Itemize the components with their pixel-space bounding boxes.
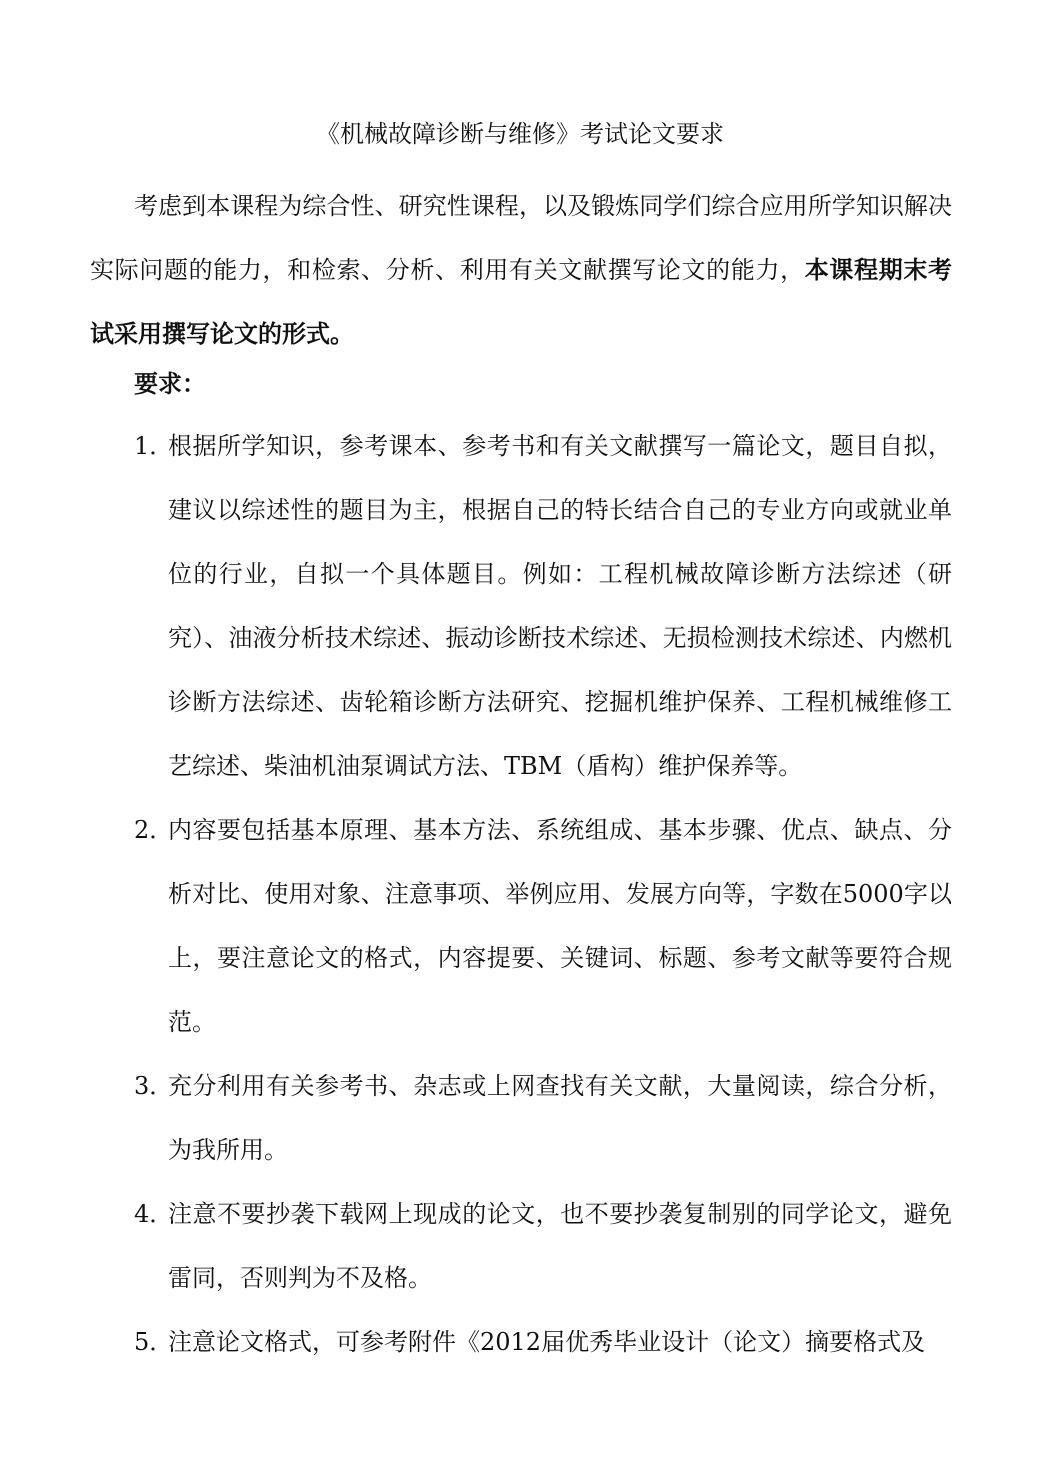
list-item	[134, 798, 952, 1054]
intro-bold-text: 本课程期末考试采用撰写论文的形式。	[90, 255, 953, 348]
list-item	[134, 1182, 952, 1310]
intro-text: 考虑到本课程为综合性、研究性课程，以及锻炼同学们综合应用所学知识解决实际问题的能力，和检索、分析、利用有关文献撰写论文的能力，	[90, 192, 952, 284]
list-item	[134, 1054, 952, 1182]
list-item-text: 根据所学知识，参考课本、参考书和有关文献撰写一篇论文，题目自拟，建议以综述性的题目为主，根据自己的特长结合自己的专业方向或就业单位的行业，自拟一个具体题目。例如：工程机械故障诊断方法综述（研究）、油液分析技术综述、振动诊断技术综述、无损检测技术综述、内燃机诊断方法综述、齿轮箱诊断方法研究、挖掘机维护保养、工程机械维修工艺综述、柴油机油泵调试方法、TBM（盾构）维护保养等。	[168, 432, 952, 780]
list-item-number: 2．	[134, 816, 174, 844]
list-item-number: 4．	[134, 1200, 174, 1228]
list-item-text: 注意不要抄袭下载网上现成的论文，也不要抄袭复制别的同学论文，避免雷同，否则判为不及格。	[168, 1200, 952, 1292]
list-item-text: 充分利用有关参考书、杂志或上网查找有关文献，大量阅读，综合分析，为我所用。	[168, 1072, 952, 1164]
list-item	[134, 414, 952, 798]
intro-paragraph	[90, 174, 952, 366]
list-item-text: 内容要包括基本原理、基本方法、系统组成、基本步骤、优点、缺点、分析对比、使用对象、注意事项、举例应用、发展方向等，字数在5000字以上，要注意论文的格式，内容提要、关键词、标题、参考文献等要符合规范。	[168, 816, 952, 1036]
list-item-number: 3．	[134, 1072, 174, 1100]
list-item-number: 5．	[134, 1328, 174, 1356]
requirements-list	[134, 414, 952, 1374]
requirements-heading: 要求：	[134, 369, 206, 398]
list-item	[134, 1310, 952, 1374]
list-item-number: 1．	[134, 432, 174, 460]
document-title: 《机械故障诊断与维修》考试论文要求	[316, 120, 724, 148]
list-item-text: 注意论文格式，可参考附件《2012届优秀毕业设计（论文）摘要格式及	[168, 1328, 926, 1356]
